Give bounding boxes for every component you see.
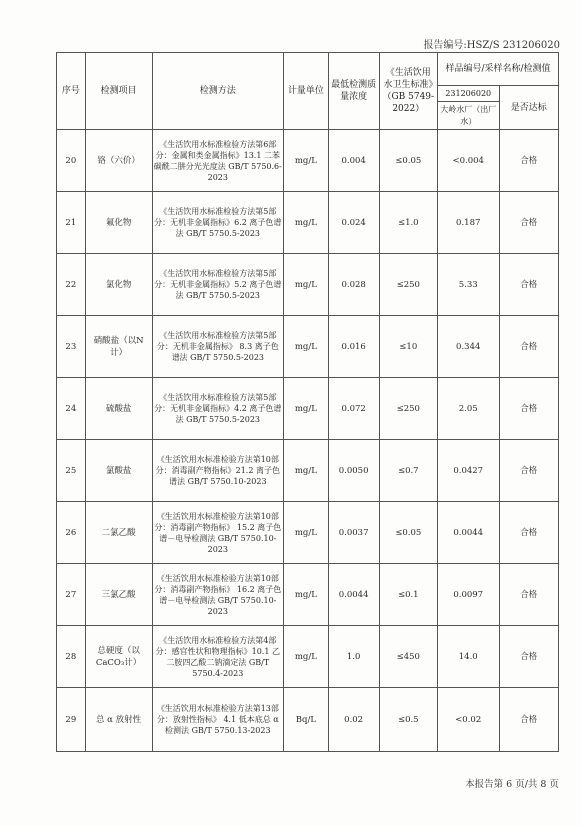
row-method: 《生活饮用水标准检验方法第10部分：消毒副产物指标》 15.2 离子色谱－电导检测法 GB/T 5750.10-2023: [152, 502, 284, 564]
row-pass: 合格: [499, 378, 559, 440]
row-method: 《生活饮用水标准检验方法第5部分：无机非金属指标》4.2 离子色谱法 GB/T 5750.5-2023: [152, 378, 284, 440]
row-pass: 合格: [499, 254, 559, 316]
header-min-conc: 最低检测质量浓度: [328, 53, 379, 130]
row-item: 氟化物: [85, 192, 152, 254]
row-index: 26: [57, 502, 86, 564]
row-item: 铬（六价）: [85, 130, 152, 192]
header-standard: 《生活饮用水卫生标准》（GB 5749-2022）: [379, 53, 437, 130]
header-method: 检测方法: [152, 53, 284, 130]
report-number: 报告编号:HSZ/S 231206020: [423, 40, 560, 51]
row-standard: ≤450: [379, 626, 437, 688]
table-row: [57, 564, 559, 626]
row-value: <0.004: [437, 130, 499, 192]
row-min-conc: 0.024: [328, 192, 379, 254]
row-unit: mg/L: [284, 502, 329, 564]
header-sample-group: 样品编号/采样名称/检测值: [437, 53, 558, 86]
row-method: 《生活饮用水标准检验方法第13部分：放射性指标》 4.1 低本底总 α 检测法 GB/T 5750.13-2023: [152, 688, 284, 752]
row-index: 23: [57, 316, 86, 378]
row-method: 《生活饮用水标准检验方法第6部分：金属和类金属指标》13.1 二苯碳酰二肼分光光度法 GB/T 5750.6-2023: [152, 130, 284, 192]
row-value: 0.0097: [437, 564, 499, 626]
row-pass: 合格: [499, 192, 559, 254]
row-item: 硫酸盐: [85, 378, 152, 440]
row-unit: mg/L: [284, 626, 329, 688]
row-value: 14.0: [437, 626, 499, 688]
row-unit: mg/L: [284, 254, 329, 316]
row-pass: 合格: [499, 564, 559, 626]
row-item: 氯酸盐: [85, 440, 152, 502]
row-unit: Bq/L: [284, 688, 329, 752]
row-value: 2.05: [437, 378, 499, 440]
row-index: 22: [57, 254, 86, 316]
row-unit: mg/L: [284, 130, 329, 192]
header-index: 序号: [57, 53, 86, 130]
table-row: [57, 440, 559, 502]
row-pass: 合格: [499, 626, 559, 688]
row-min-conc: 0.028: [328, 254, 379, 316]
header-unit: 计量单位: [284, 53, 329, 130]
row-method: 《生活饮用水标准检验方法第5部分：无机非金属指标》6.2 离子色谱法 GB/T 5750.5-2023: [152, 192, 284, 254]
row-min-conc: 0.072: [328, 378, 379, 440]
row-value: 0.187: [437, 192, 499, 254]
table-row: [57, 502, 559, 564]
row-standard: ≤250: [379, 378, 437, 440]
row-unit: mg/L: [284, 378, 329, 440]
row-standard: ≤0.05: [379, 130, 437, 192]
row-unit: mg/L: [284, 440, 329, 502]
row-item: 硝酸盐（以N计）: [85, 316, 152, 378]
row-standard: ≤250: [379, 254, 437, 316]
row-item: 三氯乙酸: [85, 564, 152, 626]
row-standard: ≤10: [379, 316, 437, 378]
row-index: 27: [57, 564, 86, 626]
row-value: 0.0044: [437, 502, 499, 564]
row-item: 总 α 放射性: [85, 688, 152, 752]
row-item: 二氯乙酸: [85, 502, 152, 564]
table-row: [57, 192, 559, 254]
row-unit: mg/L: [284, 564, 329, 626]
row-standard: ≤1.0: [379, 192, 437, 254]
row-pass: 合格: [499, 440, 559, 502]
header-sample-id: 231206020: [437, 86, 499, 102]
row-item: 总硬度（以CaCO₃计）: [85, 626, 152, 688]
row-min-conc: 1.0: [328, 626, 379, 688]
page-footer: 本报告第 6 页/共 8 页: [465, 779, 559, 790]
row-standard: ≤0.1: [379, 564, 437, 626]
row-index: 20: [57, 130, 86, 192]
row-pass: 合格: [499, 688, 559, 752]
row-value: 0.344: [437, 316, 499, 378]
table-row: [57, 626, 559, 688]
row-item: 氯化物: [85, 254, 152, 316]
test-results-table: [56, 52, 559, 752]
table-row: [57, 254, 559, 316]
row-min-conc: 0.02: [328, 688, 379, 752]
row-unit: mg/L: [284, 316, 329, 378]
row-index: 24: [57, 378, 86, 440]
table-header-row: [57, 53, 559, 86]
row-method: 《生活饮用水标准检验方法第5部分：无机非金属指标》 8.3 离子色谱法 GB/T 5750.5-2023: [152, 316, 284, 378]
row-pass: 合格: [499, 502, 559, 564]
row-index: 21: [57, 192, 86, 254]
row-min-conc: 0.004: [328, 130, 379, 192]
row-pass: 合格: [499, 316, 559, 378]
header-item: 检测项目: [85, 53, 152, 130]
table-row: [57, 316, 559, 378]
row-min-conc: 0.0044: [328, 564, 379, 626]
header-pass: 是否达标: [499, 86, 559, 130]
row-min-conc: 0.0050: [328, 440, 379, 502]
row-unit: mg/L: [284, 192, 329, 254]
header-sample-name: 大岭水厂（出厂水）: [437, 102, 499, 130]
row-min-conc: 0.0037: [328, 502, 379, 564]
row-index: 25: [57, 440, 86, 502]
row-method: 《生活饮用水标准检验方法第5部分：无机非金属指标》5.2 离子色谱法 GB/T 5750.5-2023: [152, 254, 284, 316]
table-row: [57, 130, 559, 192]
row-index: 29: [57, 688, 86, 752]
row-method: 《生活饮用水标准检验方法第10部分：消毒副产物指标》21.2 离子色谱法 GB/T 5750.10-2023: [152, 440, 284, 502]
row-standard: ≤0.7: [379, 440, 437, 502]
row-standard: ≤0.05: [379, 502, 437, 564]
row-value: 0.0427: [437, 440, 499, 502]
row-method: 《生活饮用水标准检验方法第4部分：感官性状和物理指标》10.1 乙二胺四乙酸二钠滴定法 GB/T 5750.4-2023: [152, 626, 284, 688]
row-standard: ≤0.5: [379, 688, 437, 752]
row-method: 《生活饮用水标准检验方法第10部分：消毒副产物指标》 16.2 离子色谱－电导检测法 GB/T 5750.10-2023: [152, 564, 284, 626]
row-pass: 合格: [499, 130, 559, 192]
row-value: 5.33: [437, 254, 499, 316]
table-row: [57, 378, 559, 440]
row-min-conc: 0.016: [328, 316, 379, 378]
table-row: [57, 688, 559, 752]
row-index: 28: [57, 626, 86, 688]
row-value: <0.02: [437, 688, 499, 752]
